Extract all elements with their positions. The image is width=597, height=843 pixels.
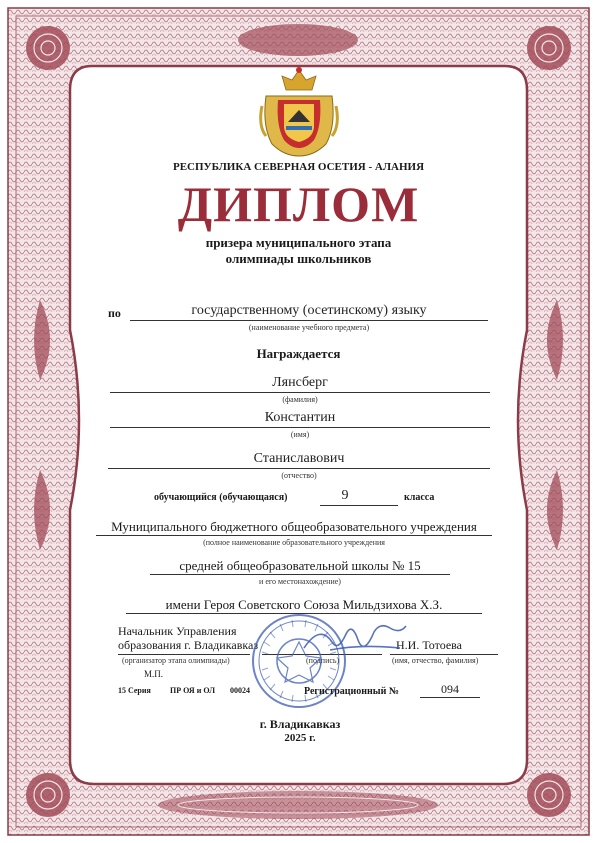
organizer-line-2: образования г. Владикавказ bbox=[118, 638, 259, 652]
year: 2025 г. bbox=[284, 732, 316, 744]
name-line bbox=[110, 427, 490, 428]
subtitle-line-1: призера муниципального этапа bbox=[205, 235, 392, 250]
institution-value-1: Муниципального бюджетного общеобразовательного учреждения bbox=[111, 519, 477, 534]
diploma-title: ДИПЛОМ bbox=[177, 176, 420, 232]
name-caption: (имя) bbox=[290, 430, 310, 439]
signature-caption: (подпись) bbox=[306, 656, 340, 665]
surname-value: Лянсберг bbox=[272, 375, 328, 390]
institution-caption-1: (полное наименование образовательного учреждения bbox=[203, 538, 385, 547]
patronymic-value: Станиславович bbox=[253, 451, 345, 466]
institution-line-1 bbox=[96, 535, 492, 536]
subtitle-line-2: олимпиады школьников bbox=[225, 251, 372, 266]
registration-value: 094 bbox=[441, 682, 459, 696]
registration-label: Регистрационный № bbox=[304, 686, 399, 697]
surname-line bbox=[110, 392, 490, 393]
grade-suffix: класса bbox=[404, 492, 435, 503]
subject-prefix: по bbox=[108, 306, 121, 320]
series-value: ПР ОЯ и ОЛ bbox=[170, 686, 216, 695]
series-label: 15 Серия bbox=[118, 686, 151, 695]
grade-line bbox=[320, 505, 398, 506]
institution-value-3: имени Героя Советского Союза Мильдзихова Х.З. bbox=[165, 597, 443, 612]
patronymic-caption: (отчество) bbox=[281, 471, 317, 480]
coat-of-arms-icon bbox=[258, 66, 340, 158]
institution-caption-2: и его местонахождение) bbox=[259, 577, 341, 586]
signer-name: Н.И. Тотоева bbox=[396, 638, 462, 652]
organizer-underline bbox=[118, 654, 250, 655]
grade-value: 9 bbox=[341, 488, 349, 503]
registration-line bbox=[420, 697, 480, 698]
mp-label: М.П. bbox=[144, 669, 164, 679]
signature-icon bbox=[300, 618, 410, 662]
organizer-line-1: Начальник Управления bbox=[118, 624, 237, 638]
awarded-label: Награждается bbox=[256, 346, 341, 361]
republic-name: РЕСПУБЛИКА СЕВЕРНАЯ ОСЕТИЯ - АЛАНИЯ bbox=[172, 161, 425, 173]
city: г. Владикавказ bbox=[259, 717, 341, 731]
patronymic-line bbox=[108, 468, 490, 469]
signer-caption: (имя, отчество, фамилия) bbox=[392, 656, 479, 665]
institution-line-2 bbox=[150, 574, 450, 575]
grade-prefix: обучающийся (обучающаяся) bbox=[154, 492, 288, 503]
organizer-caption: (организатор этапа олимпиады) bbox=[122, 656, 230, 665]
institution-value-2: средней общеобразовательной школы № 15 bbox=[179, 558, 421, 573]
surname-caption: (фамилия) bbox=[282, 395, 318, 404]
name-value: Константин bbox=[264, 410, 336, 425]
series-number: 00024 bbox=[230, 686, 250, 695]
subject-caption: (наименование учебного предмета) bbox=[248, 323, 370, 332]
subject-value: государственному (осетинскому) языку bbox=[191, 303, 427, 318]
subject-line bbox=[130, 320, 488, 321]
